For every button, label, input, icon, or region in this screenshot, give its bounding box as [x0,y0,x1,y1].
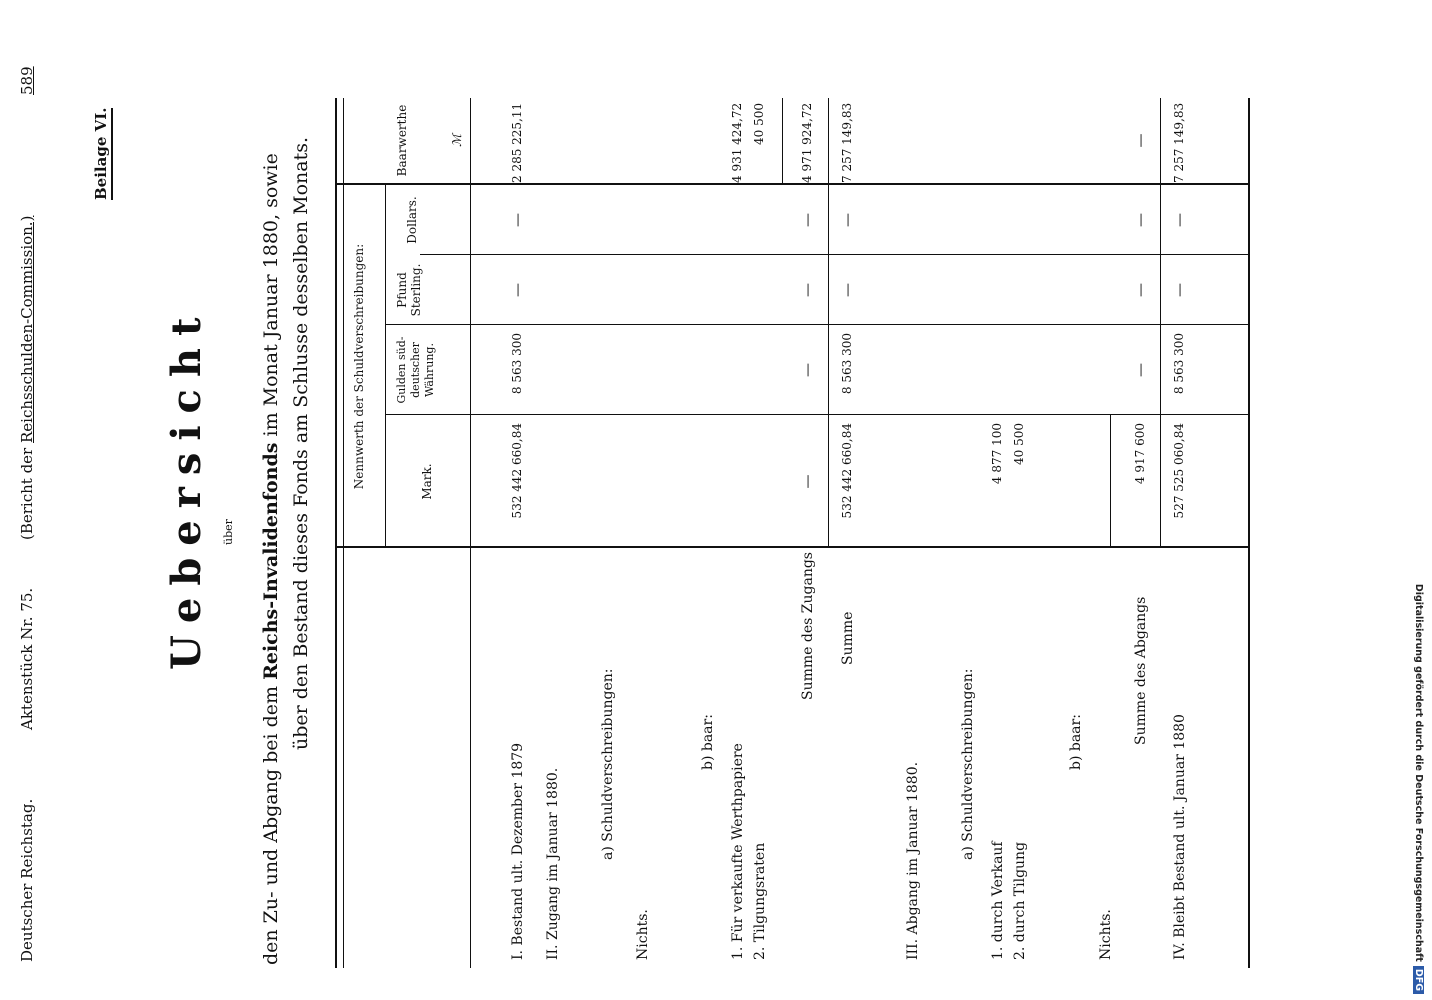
col-divider-baar [335,183,1250,185]
group-header: Nennwerth der Schuldverschreibungen: [352,243,366,490]
column-header-rule [470,98,471,968]
table-bottom-rule [1248,98,1250,968]
row-summe-abgang-pfund: — [1133,283,1149,297]
zugang-a-heading: a) Schuldverschreibungen: [600,668,616,860]
row-bleibt-baar: 7 257 149,83 [1172,102,1186,183]
table-top-rule [335,98,337,968]
row-summe-zugang-dollars: — [800,213,816,227]
row-summe-abgang-dollars: — [1133,213,1149,227]
row-bestand-gulden: 8 563 300 [510,333,524,395]
row-bleibt-dollars: — [1172,213,1188,227]
col-baarwerthe: Baarwerthe [395,104,409,177]
zugang-nichts: Nichts. [635,909,651,960]
row-bestand-baar: 2 285 225,11 [510,102,524,183]
col-divider-gulden [385,414,1250,415]
rule-before-summe-zugang [782,98,783,185]
zugang-b-heading: b) baar: [700,714,716,770]
rule-before-summe [828,98,829,548]
row-summe-zugang-mark: — [800,474,816,489]
abgang-b-heading: b) baar: [1068,714,1084,770]
row-durch-verkauf-mark: 4 877 100 [990,423,1004,485]
col-mark: Mark. [420,463,434,500]
page-title: Uebersicht [163,305,210,670]
row-summe-dollars: — [840,213,856,227]
col-gulden: Gulden süd- deutscher Währung. [395,336,436,404]
row-summe-zugang-baar: 4 971 924,72 [800,102,814,183]
rule-before-bleibt [1160,98,1161,548]
scanner-note: Digitalisierung gefördert durch die Deutsche Forschungsgemeinschaft [1413,583,1424,962]
abgang-heading: III. Abgang im Januar 1880. [905,761,921,960]
row-summe-abgang-mark: 4 917 600 [1133,423,1147,485]
row-summe-zugang-label: Summe des Zugangs [800,552,816,700]
row-summe-label: Summe [840,611,856,665]
dfg-logo: DFG [1413,966,1424,994]
abgang-nichts: Nichts. [1098,909,1114,960]
row-summe-pfund: — [840,283,856,297]
row-durch-verkauf-label: 1. durch Verkauf [990,841,1006,960]
row-bleibt-label: IV. Bleibt Bestand ult. Januar 1880 [1172,714,1188,960]
group-header-rule [385,185,386,548]
table-top-rule-inner [343,98,344,968]
page-number: 589 [18,66,36,95]
row-durch-tilgung-mark: 40 500 [1012,423,1026,465]
col-divider-label [335,546,1250,548]
header-bericht [18,216,36,540]
header-bericht-commission: Reichsschulden-Commission.) [18,215,36,443]
zugang-heading: II. Zugang im Januar 1880. [545,767,561,960]
header-aktenstueck: Aktenstück Nr. 75. [18,587,36,730]
subtitle-line-1: den Zu- und Abgang bei dem Reichs-Invalidenfonds im Monat Januar 1880, sowie [260,153,282,965]
row-bestand-pfund: — [510,283,526,297]
col-divider-dollars [420,254,1250,255]
row-summe-zugang-pfund: — [800,283,816,297]
row-bleibt-gulden: 8 563 300 [1172,333,1186,395]
col-divider-pfund [385,324,1250,325]
row-summe-abgang-gulden: — [1133,363,1149,377]
subtitle-line-2: über den Bestand dieses Fonds am Schlusse desselben Monats. [290,136,312,750]
row-bestand-label: I. Bestand ult. Dezember 1879 [510,742,526,960]
row-summe-baar: 7 257 149,83 [840,102,854,183]
row-summe-gulden: 8 563 300 [840,333,854,395]
row-bestand-mark: 532 442 660,84 [510,423,524,519]
header-bericht-prefix: (Bericht der [18,447,36,540]
row-fuer-verkauft-label: 1. Für verkaufte Werthpapiere [730,743,746,960]
row-bleibt-mark: 527 525 060,84 [1172,423,1186,519]
row-bleibt-pfund: — [1172,283,1188,297]
abgang-a-heading: a) Schuldverschreibungen: [960,668,976,860]
row-tilgungsraten-baar: 40 500 [752,103,766,145]
col-baarwerthe-unit: ℳ [450,134,464,147]
row-bestand-dollars: — [510,213,526,227]
subtitle-fonds: Reichs-Invalidenfonds [260,442,282,680]
rule-before-summe-abgang [1110,415,1111,548]
header-reichstag: Deutscher Reichstag. [18,798,36,962]
beilage-label: Beilage VI. [92,108,113,200]
row-summe-zugang-gulden: — [800,363,816,377]
row-tilgungsraten-label: 2. Tilgungsraten [752,842,768,960]
col-pfund: Pfund Sterling. [395,263,423,317]
row-fuer-verkauft-baar: 4 931 424,72 [730,102,744,183]
scanner-attribution [1405,6,1431,994]
row-summe-abgang-label: Summe des Abgangs [1133,596,1149,745]
row-durch-tilgung-label: 2. durch Tilgung [1012,841,1028,960]
row-summe-mark: 532 442 660,84 [840,423,854,519]
col-dollars: Dollars. [405,196,419,244]
ueber-word: über [222,519,235,545]
row-summe-abgang-baar: — [1133,133,1149,148]
